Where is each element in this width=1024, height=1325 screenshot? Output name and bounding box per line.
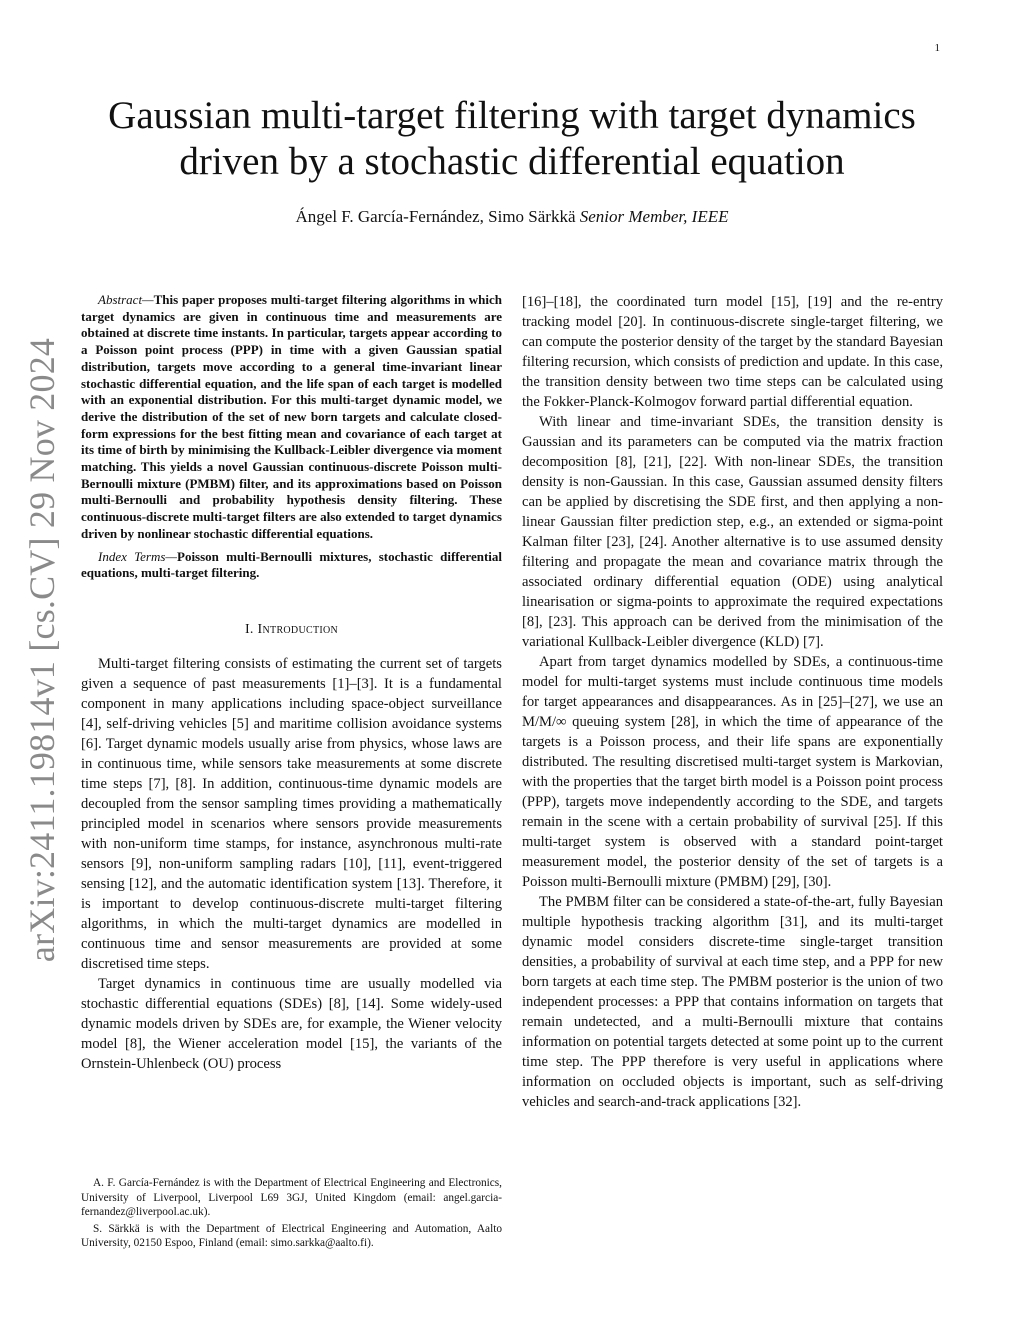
- index-terms-label: Index Terms—: [98, 548, 177, 564]
- section-heading-introduction: [81, 620, 502, 640]
- paper-title: Gaussian multi-target filtering with target dynamics driven by a stochastic differential equation: [108, 94, 916, 183]
- footnote-author-1: A. F. García-Fernández is with the Department of Electrical Engineering and Electronics, University of Liverpool, Liverpool L69 3GJ, United Kingdom (email: angel.garcia-fernandez@liverpool.ac.uk).: [81, 1177, 502, 1218]
- paragraph: [16]–[18], the coordinated turn model [15], [19] and the re-entry tracking model [20]. In continuous-discrete single-target filtering, we can compute the posterior density of the target by the standard Bayesian filtering recursion, which consists of prediction and update. In this case, the transition density between two time steps can be calculated using the Fokker-Planck-Kolmogov forward partial differential equation.: [522, 294, 943, 410]
- right-column: [522, 292, 943, 1112]
- abstract-text: This paper proposes multi-target filtering algorithms in which target dynamics are given in continuous time and measurements are obtained at discrete time instants. In particular, targets appear according to a Poisson point process (PPP) in time with a given Gaussian spatial distribution, targets move according to a general time-invariant linear stochastic differential equation, and the life span of each target is modelled with an exponential distribution. For this multi-target dynamic model, we derive the distribution of the set of new born targets and calculate closed-form expressions for the best fitting mean and covariance of each target at its time of birth by minimising the Kullback-Leibler divergence via moment matching. This yields a novel Gaussian continuous-discrete Poisson multi-Bernoulli mixture (PMBM) filter, and its approximations based on Poisson multi-Bernoulli and probability hypothesis density filtering. These continuous-discrete multi-target filters are also extended to target dynamics driven by nonlinear stochastic differential equations.: [81, 292, 502, 541]
- author-names: Ángel F. García-Fernández, Simo Särkkä: [295, 207, 576, 226]
- index-terms-text: Poisson multi-Bernoulli mixtures, stochastic differential equations, multi-target filtering.: [81, 548, 502, 581]
- section-title: Introduction: [257, 621, 339, 637]
- paragraph: With linear and time-invariant SDEs, the transition density is Gaussian and its parameters can be computed via the matrix fraction decomposition [8], [21], [22]. With non-linear SDEs, the transition density is non-Gaussian. In this case, Gaussian assumed density filters can be applied by discretising the SDE first, and then applying a non-linear Gaussian filter prediction step, e.g., an extended or sigma-point Kalman filter [23], [24]. Another alternative is to use assumed density filtering and propagate the mean and covariance matrix through the associated ordinary differential equation (ODE) using analytical linearisation or sigma-points to approximate the required expectations [8], [23]. This approach can be derived from the minimisation of the variational Kullback-Leibler divergence (KLD) [7].: [522, 414, 943, 650]
- footnote-author-2: S. Särkkä is with the Department of Electrical Engineering and Automation, Aalto University, 02150 Espoo, Finland (email: simo.sarkka@aalto.fi).: [81, 1222, 502, 1249]
- paragraph: Apart from target dynamics modelled by SDEs, a continuous-time model for multi-target systems must include continuous time models for target appearances and disappearances. As in [25]–[27], we use an M/M/∞ queuing system [28], in which the time of appearance of the targets is a Poisson process, and their life spans are exponentially distributed. The resulting discretised multi-target system is Markovian, with the properties that the target birth model is a Poisson point process (PPP), targets move independently according to the SDE, and targets remain in the scene with a certain probability of survival [25]. If this multi-target system is observed with a standard point-target measurement model, the posterior density of the set of targets is a Poisson multi-Bernoulli mixture (PMBM) [29], [30].: [522, 654, 943, 890]
- page-number: 1: [934, 42, 940, 54]
- abstract-label: Abstract—: [98, 292, 154, 307]
- paragraph: The PMBM filter can be considered a state-of-the-art, fully Bayesian multiple hypothesis tracking algorithm [31], and its multi-target dynamic model considers discrete-time single-target transition densities, a probability of survival at each time step, and a PPP for new born targets at each time step. The PMBM posterior is the union of two independent processes: a PPP that contains information on targets that remain undetected, and a multi-Bernoulli mixture that contains information on potential targets detected at some point up to the current time step. The PPP therefore is very useful in applications where information on occluded objects is important, such as self-driving vehicles and search-and-track applications [32].: [522, 894, 943, 1110]
- section-number: I.: [244, 621, 254, 637]
- paragraph: Multi-target filtering consists of estimating the current set of targets given a sequence of past measurements [1]–[3]. It is a fundamental component in many applications including space-object surveillance [4], self-driving vehicles [5] and maritime collision avoidance systems [6]. Target dynamic models usually arise from physics, whose laws are in continuous time, while sensors take measurements at some discrete time steps [7], [8]. In addition, continuous-time dynamic models are decoupled from the sensor sampling times providing a mathematically principled model in scenarios where sensors provide measurements with non-uniform time stamps, for instance, asynchronous multi-rate sensors [9], non-uniform sampling radars [10], [11], event-triggered sensing [12], and the automatic identification system [13]. Therefore, it is important to develop continuous-discrete multi-target filtering algorithms, in which the multi-target dynamics are modelled in continuous time and sensor measurements are provided at some discretised time steps.: [81, 655, 502, 972]
- left-column: [81, 292, 502, 1074]
- paragraph: Target dynamics in continuous time are usually modelled via stochastic differential equations (SDEs) [8], [14]. Some widely-used dynamic models driven by SDEs are, for example, the Wiener velocity model [8], the Wiener acceleration model [15], the variants of the Ornstein-Uhlenbeck (OU) process: [81, 975, 502, 1072]
- arxiv-identifier-text: arXiv:2411.19814v1 [cs.CV] 29 Nov 2024: [22, 337, 62, 963]
- index-terms: [81, 549, 502, 582]
- author-line: [60, 207, 964, 227]
- arxiv-identifier-stamp[interactable]: [22, 337, 62, 963]
- footnotes: [81, 1176, 502, 1253]
- abstract: [81, 292, 502, 543]
- author-membership: Senior Member, IEEE: [579, 207, 729, 226]
